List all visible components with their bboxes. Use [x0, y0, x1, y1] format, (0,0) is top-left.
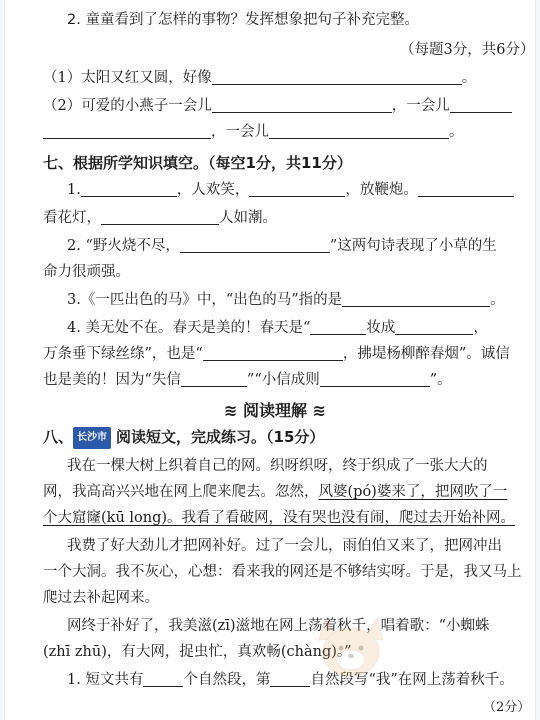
- answer-blank[interactable]: [212, 69, 462, 85]
- section8-heading: [43, 427, 324, 449]
- q2-score: （每题3分，共6分）: [400, 42, 535, 58]
- corgi-watermark-icon: [311, 600, 391, 690]
- s7-q2-text1: 2. “野火烧不尽，: [67, 238, 180, 254]
- passage-p1-line1: 我在一棵大树上织着自己的网。织呀织呀，终于织成了一张大大的: [67, 458, 488, 474]
- answer-blank[interactable]: [181, 371, 247, 387]
- q2-item2-prefix: （2）可爱的小燕子一会儿: [43, 98, 212, 114]
- q2-item2-mid: ，一会儿: [391, 98, 450, 114]
- passage-p2-line3: 爬过去补起网来。: [43, 590, 159, 606]
- answer-blank[interactable]: [203, 345, 343, 361]
- underlined-sentence: 个大窟窿(kū long)。我看了看破网，没有哭也没有闹，爬过去开始补网。: [43, 510, 516, 526]
- answer-blank[interactable]: [43, 123, 211, 139]
- answer-blank[interactable]: [395, 319, 473, 335]
- s7-q4-text6: 也是美的！因为“失信: [43, 372, 181, 388]
- q2-item2-cont: [43, 122, 464, 142]
- banner-wave-icon: ≋: [224, 401, 238, 420]
- s7-q3: [67, 290, 505, 310]
- q2-item1-end: 。: [461, 70, 477, 86]
- s7-q4-cont: [43, 344, 510, 364]
- answer-blank[interactable]: [180, 237, 330, 253]
- passage-p3-line1: 网终于补好了，我美滋(zī)滋地在网上荡着秋千，唱着歌：“小蜘蛛: [67, 618, 490, 634]
- passage-text: 网，我高高兴兴地在网上爬来爬去。忽然，: [43, 484, 319, 500]
- s7-q2: [67, 236, 497, 256]
- s7-q1-num: 1.: [67, 182, 81, 198]
- s7-q1: [67, 180, 514, 200]
- passage-p2-line1: 我费了好大劲儿才把网补好。过了一会儿，雨伯伯又来了，把网冲出: [67, 538, 502, 554]
- s7-q4-text7: ”“小信成则: [246, 372, 320, 388]
- s7-q4-text2: 妆成: [366, 320, 396, 336]
- ex1-text2: 个自然段，第: [183, 672, 271, 688]
- ex1-text1: 1. 短文共有: [67, 672, 144, 688]
- s7-q4-text1: 4. 美无处不在。春天是美的！春天是“: [67, 320, 311, 336]
- s7-q4-text8: ”。: [429, 372, 452, 388]
- s7-q1-text4: 人如潮。: [219, 210, 277, 226]
- worksheet-page: [4, 0, 536, 720]
- answer-blank[interactable]: [320, 371, 430, 387]
- s7-q1-text2: ，放鞭炮。: [345, 182, 418, 198]
- answer-blank[interactable]: [418, 181, 514, 197]
- s7-q4-text3: ，: [473, 320, 488, 336]
- q2-item2-end: 。: [449, 124, 464, 140]
- answer-blank[interactable]: [269, 123, 449, 139]
- passage-p1-line3: [43, 508, 515, 528]
- q2-prompt: 2. 童童看到了怎样的事物？发挥想象把句子补充完整。: [67, 12, 419, 28]
- reading-banner: [5, 398, 540, 421]
- answer-blank[interactable]: [342, 291, 490, 307]
- banner-wave-icon: ≋: [312, 401, 326, 420]
- s7-q3-text: 3.《一匹出色的马》中，“出色的马”指的是: [67, 292, 343, 308]
- q2-item2-mid2: ，一会儿: [211, 124, 269, 140]
- ex1-text3: 自然段写“我”在网上荡着秋千。: [310, 672, 514, 688]
- answer-blank[interactable]: [450, 97, 512, 113]
- passage-p1-line2: [43, 482, 507, 502]
- passage-p2-line2: 一个大洞。我不灰心，心想：看来我的网还是不够结实呀。于是，我又马上: [43, 564, 522, 580]
- ex1-score: （2分）: [483, 700, 531, 715]
- answer-blank[interactable]: [81, 181, 177, 197]
- s7-q4-cont2: [43, 370, 452, 390]
- answer-blank[interactable]: [143, 671, 183, 687]
- answer-blank[interactable]: [101, 209, 219, 225]
- answer-blank[interactable]: [212, 97, 392, 113]
- exercise-1: [67, 670, 514, 690]
- s7-q1-text1: ，人欢笑，: [176, 182, 250, 198]
- s7-q4-text4: 万条垂下绿丝绦”，也是“: [43, 346, 203, 362]
- section7-heading: 七、根据所学知识填空。（每空1分，共11分）: [43, 154, 352, 172]
- s7-q4: [67, 318, 488, 338]
- s7-q1-text3: 看花灯，: [43, 210, 101, 226]
- q2-item1: [43, 68, 476, 88]
- section8-number: 八、: [43, 428, 74, 446]
- s7-q2-text2: ”这两句诗表现了小草的生: [329, 238, 497, 254]
- banner-title: 阅读理解: [242, 401, 307, 420]
- answer-blank[interactable]: [310, 319, 366, 335]
- passage-p3-line2: (zhī zhū)，有大网，捉虫忙，真欢畅(chàng)。”: [43, 644, 352, 660]
- q2-item2: [43, 96, 512, 116]
- answer-blank[interactable]: [270, 671, 310, 687]
- s7-q3-end: 。: [490, 292, 505, 308]
- s7-q1-cont: [43, 208, 277, 228]
- region-tag: 长沙市: [73, 427, 111, 449]
- s7-q2-cont: 命力很顽强。: [43, 264, 130, 280]
- answer-blank[interactable]: [249, 181, 345, 197]
- s7-q4-text5: ，拂堤杨柳醉春烟”。诚信: [342, 346, 510, 362]
- section8-title: 阅读短文，完成练习。（15分）: [116, 428, 325, 446]
- underlined-sentence: 风婆(pó)婆来了，把网吹了一: [318, 484, 508, 500]
- q2-item1-prefix: （1）太阳又红又圆，好像: [43, 70, 212, 86]
